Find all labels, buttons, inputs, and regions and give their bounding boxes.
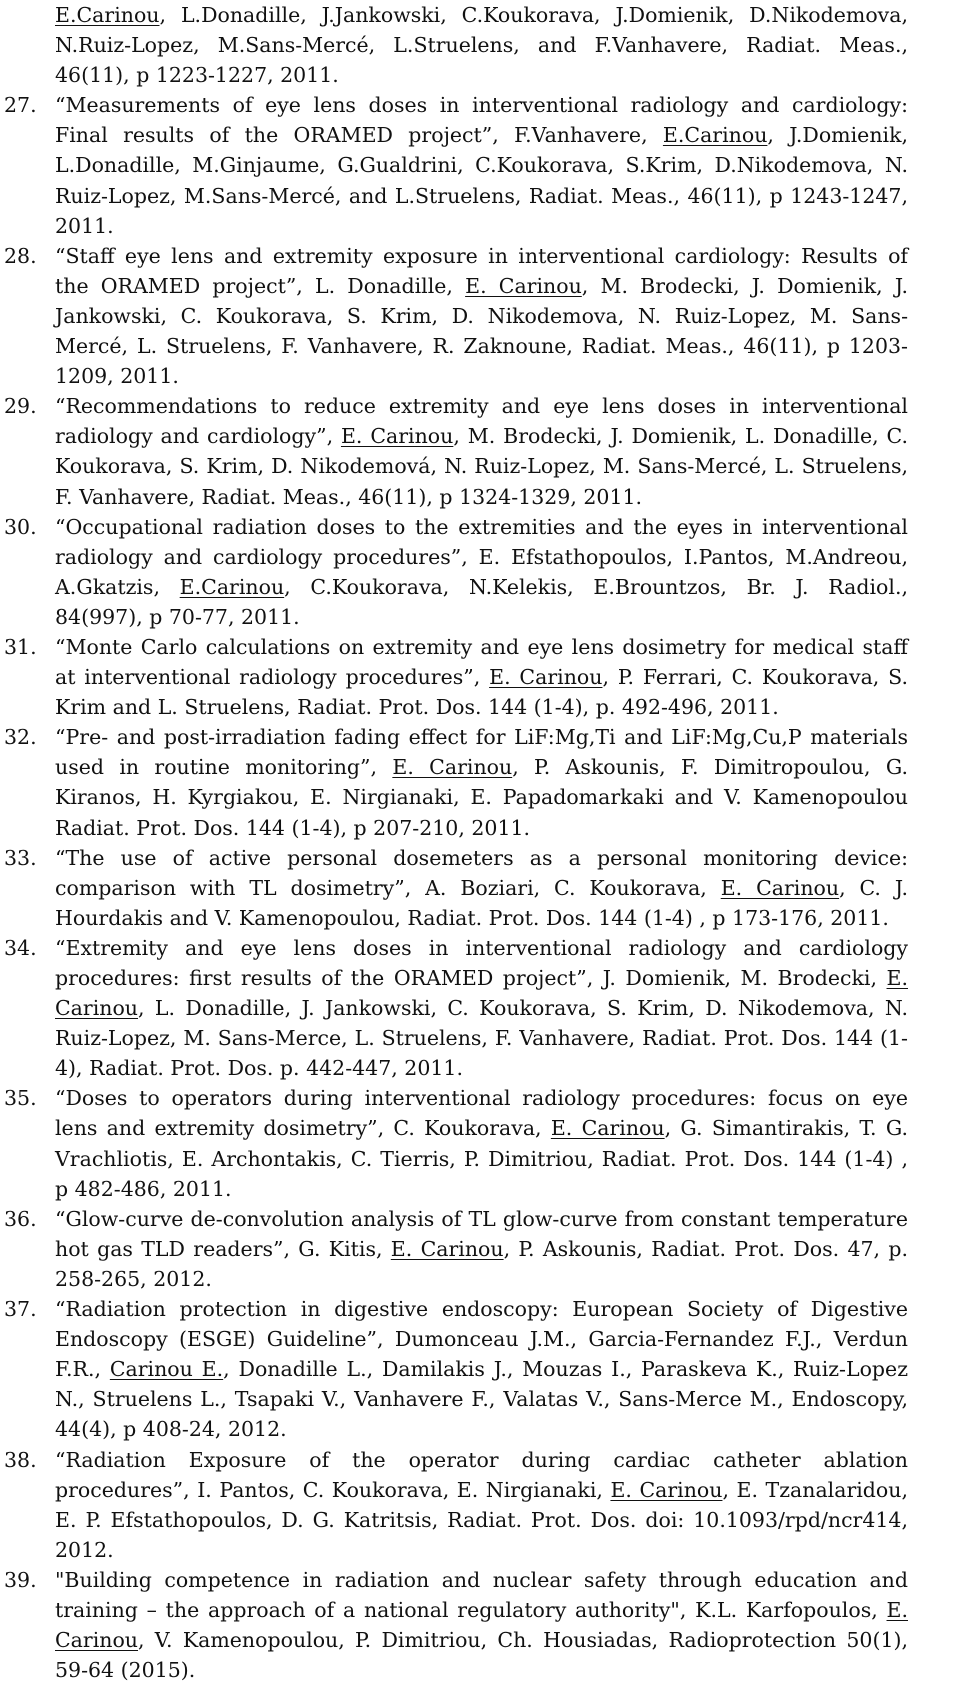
publication-entry bbox=[52, 0, 908, 90]
author-highlight: E. Carinou bbox=[465, 273, 582, 298]
publication-entry bbox=[4, 1204, 908, 1294]
publication-entry bbox=[4, 512, 908, 632]
citation-text: "Building competence in radiation and nuclear safety through education and training – the approach of a national regulatory authority", K.L. Karfopoulos, bbox=[55, 1567, 908, 1622]
citation-text: “Extremity and eye lens doses in interventional radiology and cardiology procedures: first results of the ORAMED project”, J. Domienik, M. Brodecki, bbox=[55, 935, 908, 990]
author-highlight: E. Carinou bbox=[392, 755, 513, 780]
citation-text: , L. Donadille, J. Jankowski, C. Koukorava, S. Krim, D. Nikodemova, N. Ruiz-Lopez, M. Sans-Merce, L. Struelens, F. Vanhavere, Radiat. Prot. Dos. 144 (1-4), Radiat. Prot. Dos. p. 442-447, 2011. bbox=[55, 996, 908, 1081]
citation-text: , P. Askounis, Radiat. Prot. Dos. 47, p. 258-265, 2012. bbox=[55, 1236, 908, 1291]
citation-text: , C.Koukorava, N.Kelekis, E.Brountzos, Br. J. Radiol., 84(997), p 70-77, 2011. bbox=[55, 574, 908, 629]
citation-text: , E. Tzanalaridou, E. P. Efstathopoulos, D. G. Katritsis, Radiat. Prot. Dos. doi: 10.1093/rpd/ncr414, 2012. bbox=[55, 1477, 908, 1562]
author-highlight: E. Carinou bbox=[610, 1477, 723, 1502]
publication-entry bbox=[4, 843, 908, 933]
entry-number: 32. bbox=[4, 725, 37, 750]
author-highlight: E. Carinou bbox=[390, 1236, 504, 1261]
citation-text: “Measurements of eye lens doses in interventional radiology and cardiology: Final results of the ORAMED project”, F.Vanhavere, bbox=[55, 93, 908, 148]
publication-entry bbox=[4, 391, 908, 511]
citation-text: “The use of active personal dosemeters as a personal monitoring device: comparison with TL dosimetry”, A. Boziari, C. Koukorava, bbox=[55, 845, 908, 900]
citation-text: , L.Donadille, J.Jankowski, C.Koukorava, J.Domienik, D.Nikodemova, N.Ruiz-Lopez, M.Sans-Mercé, L.Struelens, and F.Vanhavere, Radiat. Meas., 46(11), p 1223-1227, 2011. bbox=[55, 3, 908, 88]
citation-text: “Radiation protection in digestive endoscopy: European Society of Digestive Endoscopy (ESGE) Guideline”, Dumonceau J.M., Garcia-Fernandez F.J., Verdun F.R., bbox=[55, 1297, 908, 1382]
citation-text: “Occupational radiation doses to the extremities and the eyes in interventional radiology and cardiology procedures”, E. Efstathopoulos, I.Pantos, M.Andreou, A.Gkatzis, bbox=[55, 514, 908, 599]
citation-text: , P. Askounis, F. Dimitropoulou, G. Kiranos, H. Kyrgiakou, E. Nirgianaki, E. Papadomarkaki and V. Kamenopoulou Radiat. Prot. Dos. 144 (1-4), p 207-210, 2011. bbox=[55, 755, 909, 840]
citation-text: “Recommendations to reduce extremity and eye lens doses in interventional radiology and cardiology”, bbox=[55, 394, 908, 449]
publication-entry bbox=[4, 722, 909, 842]
publication-entry bbox=[4, 933, 908, 1083]
entry-number: 34. bbox=[4, 935, 37, 960]
entry-number: 39. bbox=[4, 1567, 37, 1592]
author-highlight: E. Carinou bbox=[55, 966, 908, 1021]
citation-text: , Donadille L., Damilakis J., Mouzas I., Paraskeva K., Ruiz-Lopez N., Struelens L., Tsapaki V., Vanhavere F., Valatas V., Sans-Merce M., Endoscopy, 44(4), p 408-24, 2012. bbox=[55, 1357, 908, 1442]
citation-text: “Staff eye lens and extremity exposure in interventional cardiology: Results of the ORAMED project”, L. Donadille, bbox=[55, 243, 908, 298]
publication-entry bbox=[4, 1294, 908, 1444]
entry-number: 27. bbox=[4, 93, 37, 118]
publication-entry bbox=[4, 1565, 908, 1685]
citation-text: , M. Brodecki, J. Domienik, L. Donadille, C. Koukorava, S. Krim, D. Nikodemová, N. Ruiz-Lopez, M. Sans-Mercé, L. Struelens, F. Vanhavere, Radiat. Meas., 46(11), p 1324-1329, 2011. bbox=[55, 424, 908, 509]
citation-text: , J.Domienik, L.Donadille, M.Ginjaume, G.Gualdrini, C.Koukorava, S.Krim, D.Nikodemova, N. Ruiz-Lopez, M.Sans-Mercé, and L.Struelens, Radiat. Meas., 46(11), p 1243-1247, 2011. bbox=[55, 123, 909, 238]
citation-text: , C. J. Hourdakis and V. Kamenopoulou, Radiat. Prot. Dos. 144 (1-4) , p 173-176, 2011. bbox=[55, 875, 908, 930]
author-highlight: Carinou E. bbox=[109, 1357, 224, 1382]
citation-text: “Pre- and post-irradiation fading effect for LiF:Mg,Ti and LiF:Mg,Cu,P materials used in routine monitoring”, bbox=[55, 725, 908, 780]
author-highlight: E. Carinou bbox=[720, 875, 840, 900]
entry-number: 30. bbox=[4, 514, 37, 539]
publication-entry bbox=[4, 632, 908, 722]
entry-number: 35. bbox=[4, 1086, 37, 1111]
citation-text: , V. Kamenopoulou, P. Dimitriou, Ch. Housiadas, Radioprotection 50(1), 59-64 (2015). bbox=[55, 1628, 908, 1683]
citation-text: , M. Brodecki, J. Domienik, J. Jankowski, C. Koukorava, S. Krim, D. Nikodemova, N. Ruiz-Lopez, M. Sans-Mercé, L. Struelens, F. Vanhavere, R. Zaknoune, Radiat. Meas., 46(11), p 1203-1209, 2011. bbox=[55, 273, 908, 389]
citation-text: , G. Simantirakis, T. G. Vrachliotis, E. Archontakis, C. Tierris, P. Dimitriou, Radiat. Prot. Dos. 144 (1-4) , p 482-486, 2011. bbox=[55, 1116, 908, 1201]
publication-entry bbox=[4, 241, 908, 391]
author-highlight: E.Carinou bbox=[55, 3, 160, 27]
entry-number: 29. bbox=[4, 394, 37, 419]
citation-text: , P. Ferrari, C. Koukorava, S. Krim and L. Struelens, Radiat. Prot. Dos. 144 (1-4), p. 492-496, 2011. bbox=[55, 665, 908, 720]
publication-entry bbox=[4, 1445, 908, 1565]
citation-text: “Monte Carlo calculations on extremity and eye lens dosimetry for medical staff at interventional radiology procedures”, bbox=[55, 634, 908, 690]
entry-number: 36. bbox=[4, 1206, 37, 1231]
entry-number: 33. bbox=[4, 845, 37, 870]
author-highlight: E. Carinou bbox=[550, 1116, 665, 1141]
publication-entry bbox=[4, 90, 909, 240]
author-highlight: E.Carinou bbox=[179, 574, 285, 599]
entry-number: 37. bbox=[4, 1297, 37, 1322]
entry-number: 31. bbox=[4, 634, 37, 659]
author-highlight: E. Carinou bbox=[55, 1597, 908, 1653]
entry-number: 28. bbox=[4, 243, 37, 268]
citation-text: “Doses to operators during interventional radiology procedures: focus on eye lens and extremity dosimetry”, C. Koukorava, bbox=[55, 1086, 908, 1141]
author-highlight: E.Carinou bbox=[662, 123, 768, 148]
author-highlight: E. Carinou bbox=[489, 665, 603, 690]
citation-text: “Glow-curve de-convolution analysis of TL glow-curve from constant temperature hot gas TLD readers”, G. Kitis, bbox=[55, 1206, 908, 1261]
publication-entry bbox=[4, 1083, 908, 1203]
author-highlight: E. Carinou bbox=[340, 424, 454, 449]
citation-text: “Radiation Exposure of the operator during cardiac catheter ablation procedures”, I. Pantos, C. Koukorava, E. Nirgianaki, bbox=[55, 1447, 908, 1502]
entry-number: 38. bbox=[4, 1447, 37, 1472]
